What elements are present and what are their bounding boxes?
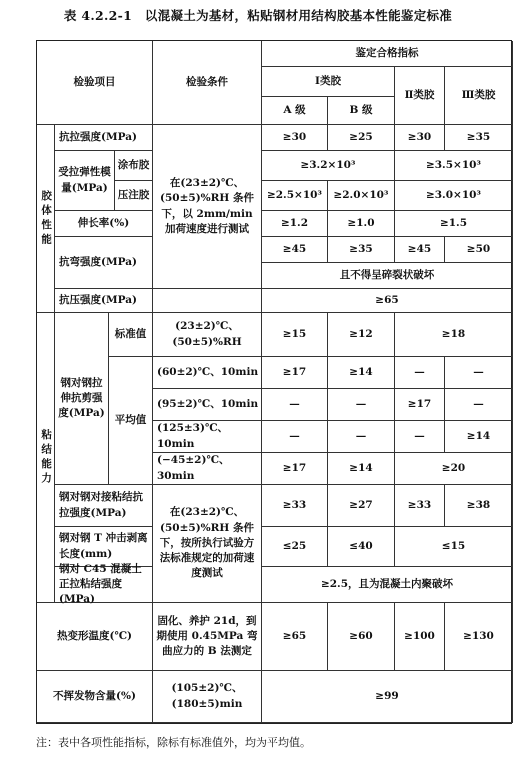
heat-condition: 固化、养护 21d，到期使用 0.45MPa 弯曲应力的 B 法测定 [153, 603, 262, 671]
press-class23: ≥3.0×10³ [395, 181, 513, 211]
pull-3: ≥38 [445, 485, 513, 527]
peel-b: ≤40 [328, 527, 395, 567]
bend-a: ≥45 [262, 237, 328, 263]
avg-125-2: — [395, 421, 445, 453]
std-class23: ≥18 [395, 313, 513, 357]
coat-class1: ≥3.2×10³ [262, 151, 395, 181]
avg-125-3: ≥14 [445, 421, 513, 453]
avg-95-b: — [328, 389, 395, 421]
avg-label: 平均值 [109, 357, 153, 485]
nonvol-condition: (105±2)℃、(180±5)min [153, 671, 262, 723]
header-class3: Ⅲ类胶 [445, 67, 513, 125]
bend-note: 且不得呈碎裂状破坏 [262, 263, 513, 289]
header-grade-b: B 级 [328, 97, 395, 125]
avg-60-b: ≥14 [328, 357, 395, 389]
coat-class23: ≥3.5×10³ [395, 151, 513, 181]
press-b: ≥2.0×10³ [328, 181, 395, 211]
avg-125-a: — [262, 421, 328, 453]
header-class1: Ⅰ类胶 [262, 67, 395, 97]
group-glue: 胶体性能 [37, 125, 55, 313]
table-note: 注：表中各项性能指标，除标有标准值外，均为平均值。 [36, 736, 311, 749]
row-bend-label: 抗弯强度(MPa) [55, 237, 153, 289]
heat-label: 热变形温度(℃) [37, 603, 153, 671]
avg-m45-a: ≥17 [262, 453, 328, 485]
avg-m45-b: ≥14 [328, 453, 395, 485]
group-bond: 粘结能力 [37, 313, 55, 603]
avg-60-a: ≥17 [262, 357, 328, 389]
avg-125-b: — [328, 421, 395, 453]
row-elong-label: 伸长率(%) [55, 211, 153, 237]
heat-a: ≥65 [262, 603, 328, 671]
standards-table [36, 40, 512, 724]
pull-a: ≥33 [262, 485, 328, 527]
nonvol-value: ≥99 [262, 671, 513, 723]
peel-label: 钢对钢 T 冲击剥离长度(mm) [55, 527, 153, 567]
row-comp-label: 抗压强度(MPa) [55, 289, 153, 313]
comp-value: ≥65 [262, 289, 513, 313]
header-grade-a: A 级 [262, 97, 328, 125]
avg-cond-minus45: (−45±2)℃、30min [153, 453, 262, 485]
modulus-coat-label: 涂布胶 [115, 151, 153, 181]
avg-cond-60: (60±2)℃、10min [153, 357, 262, 389]
peel-class23: ≤15 [395, 527, 513, 567]
nonvol-label: 不挥发物含量(%) [37, 671, 153, 723]
pull-2: ≥33 [395, 485, 445, 527]
c45-label: 钢对 C45 混凝土正拉粘结强度(MPa) [55, 567, 153, 603]
glue-condition: 在(23±2)℃、(50±5)%RH 条件下，以 2mm/min 加荷速度进行测试 [153, 125, 262, 289]
avg-95-2: ≥17 [395, 389, 445, 421]
shear-label: 钢对钢拉伸抗剪强度(MPa) [55, 313, 109, 485]
pull-b: ≥27 [328, 485, 395, 527]
bend-b: ≥35 [328, 237, 395, 263]
header-condition: 检验条件 [153, 41, 262, 125]
row-modulus-label: 受拉弹性模量(MPa) [55, 151, 115, 211]
tensile-a: ≥30 [262, 125, 328, 151]
std-b: ≥12 [328, 313, 395, 357]
avg-cond-125: (125±3)℃、10min [153, 421, 262, 453]
avg-m45-class23: ≥20 [395, 453, 513, 485]
avg-95-a: — [262, 389, 328, 421]
heat-3: ≥130 [445, 603, 513, 671]
elong-b: ≥1.0 [328, 211, 395, 237]
table-title: 表 4.2.2-1 以混凝土为基材，粘贴钢材用结构胶基本性能鉴定标准 [63, 8, 453, 23]
comp-cond-blank [153, 289, 262, 313]
avg-60-3: — [445, 357, 513, 389]
bend-3: ≥50 [445, 237, 513, 263]
std-label: 标准值 [109, 313, 153, 357]
avg-cond-95: (95±2)℃、10min [153, 389, 262, 421]
elong-a: ≥1.2 [262, 211, 328, 237]
elong-class23: ≥1.5 [395, 211, 513, 237]
bond-condition: 在(23±2)℃、(50±5)%RH 条件下，按所执行试验方法标准规定的加荷速度测试 [153, 485, 262, 603]
tensile-b: ≥25 [328, 125, 395, 151]
press-a: ≥2.5×10³ [262, 181, 328, 211]
std-a: ≥15 [262, 313, 328, 357]
peel-a: ≤25 [262, 527, 328, 567]
c45-value: ≥2.5，且为混凝土内聚破坏 [262, 567, 513, 603]
modulus-press-label: 压注胶 [115, 181, 153, 211]
std-condition: (23±2)℃、(50±5)%RH [153, 313, 262, 357]
avg-95-3: — [445, 389, 513, 421]
heat-b: ≥60 [328, 603, 395, 671]
tensile-2: ≥30 [395, 125, 445, 151]
header-item: 检验项目 [37, 41, 153, 125]
header-standard: 鉴定合格指标 [262, 41, 513, 67]
tensile-3: ≥35 [445, 125, 513, 151]
row-tensile-label: 抗拉强度(MPa) [55, 125, 153, 151]
avg-60-2: — [395, 357, 445, 389]
heat-2: ≥100 [395, 603, 445, 671]
header-class2: Ⅱ类胶 [395, 67, 445, 125]
bend-2: ≥45 [395, 237, 445, 263]
pull-label: 钢对钢对接粘结抗拉强度(MPa) [55, 485, 153, 527]
